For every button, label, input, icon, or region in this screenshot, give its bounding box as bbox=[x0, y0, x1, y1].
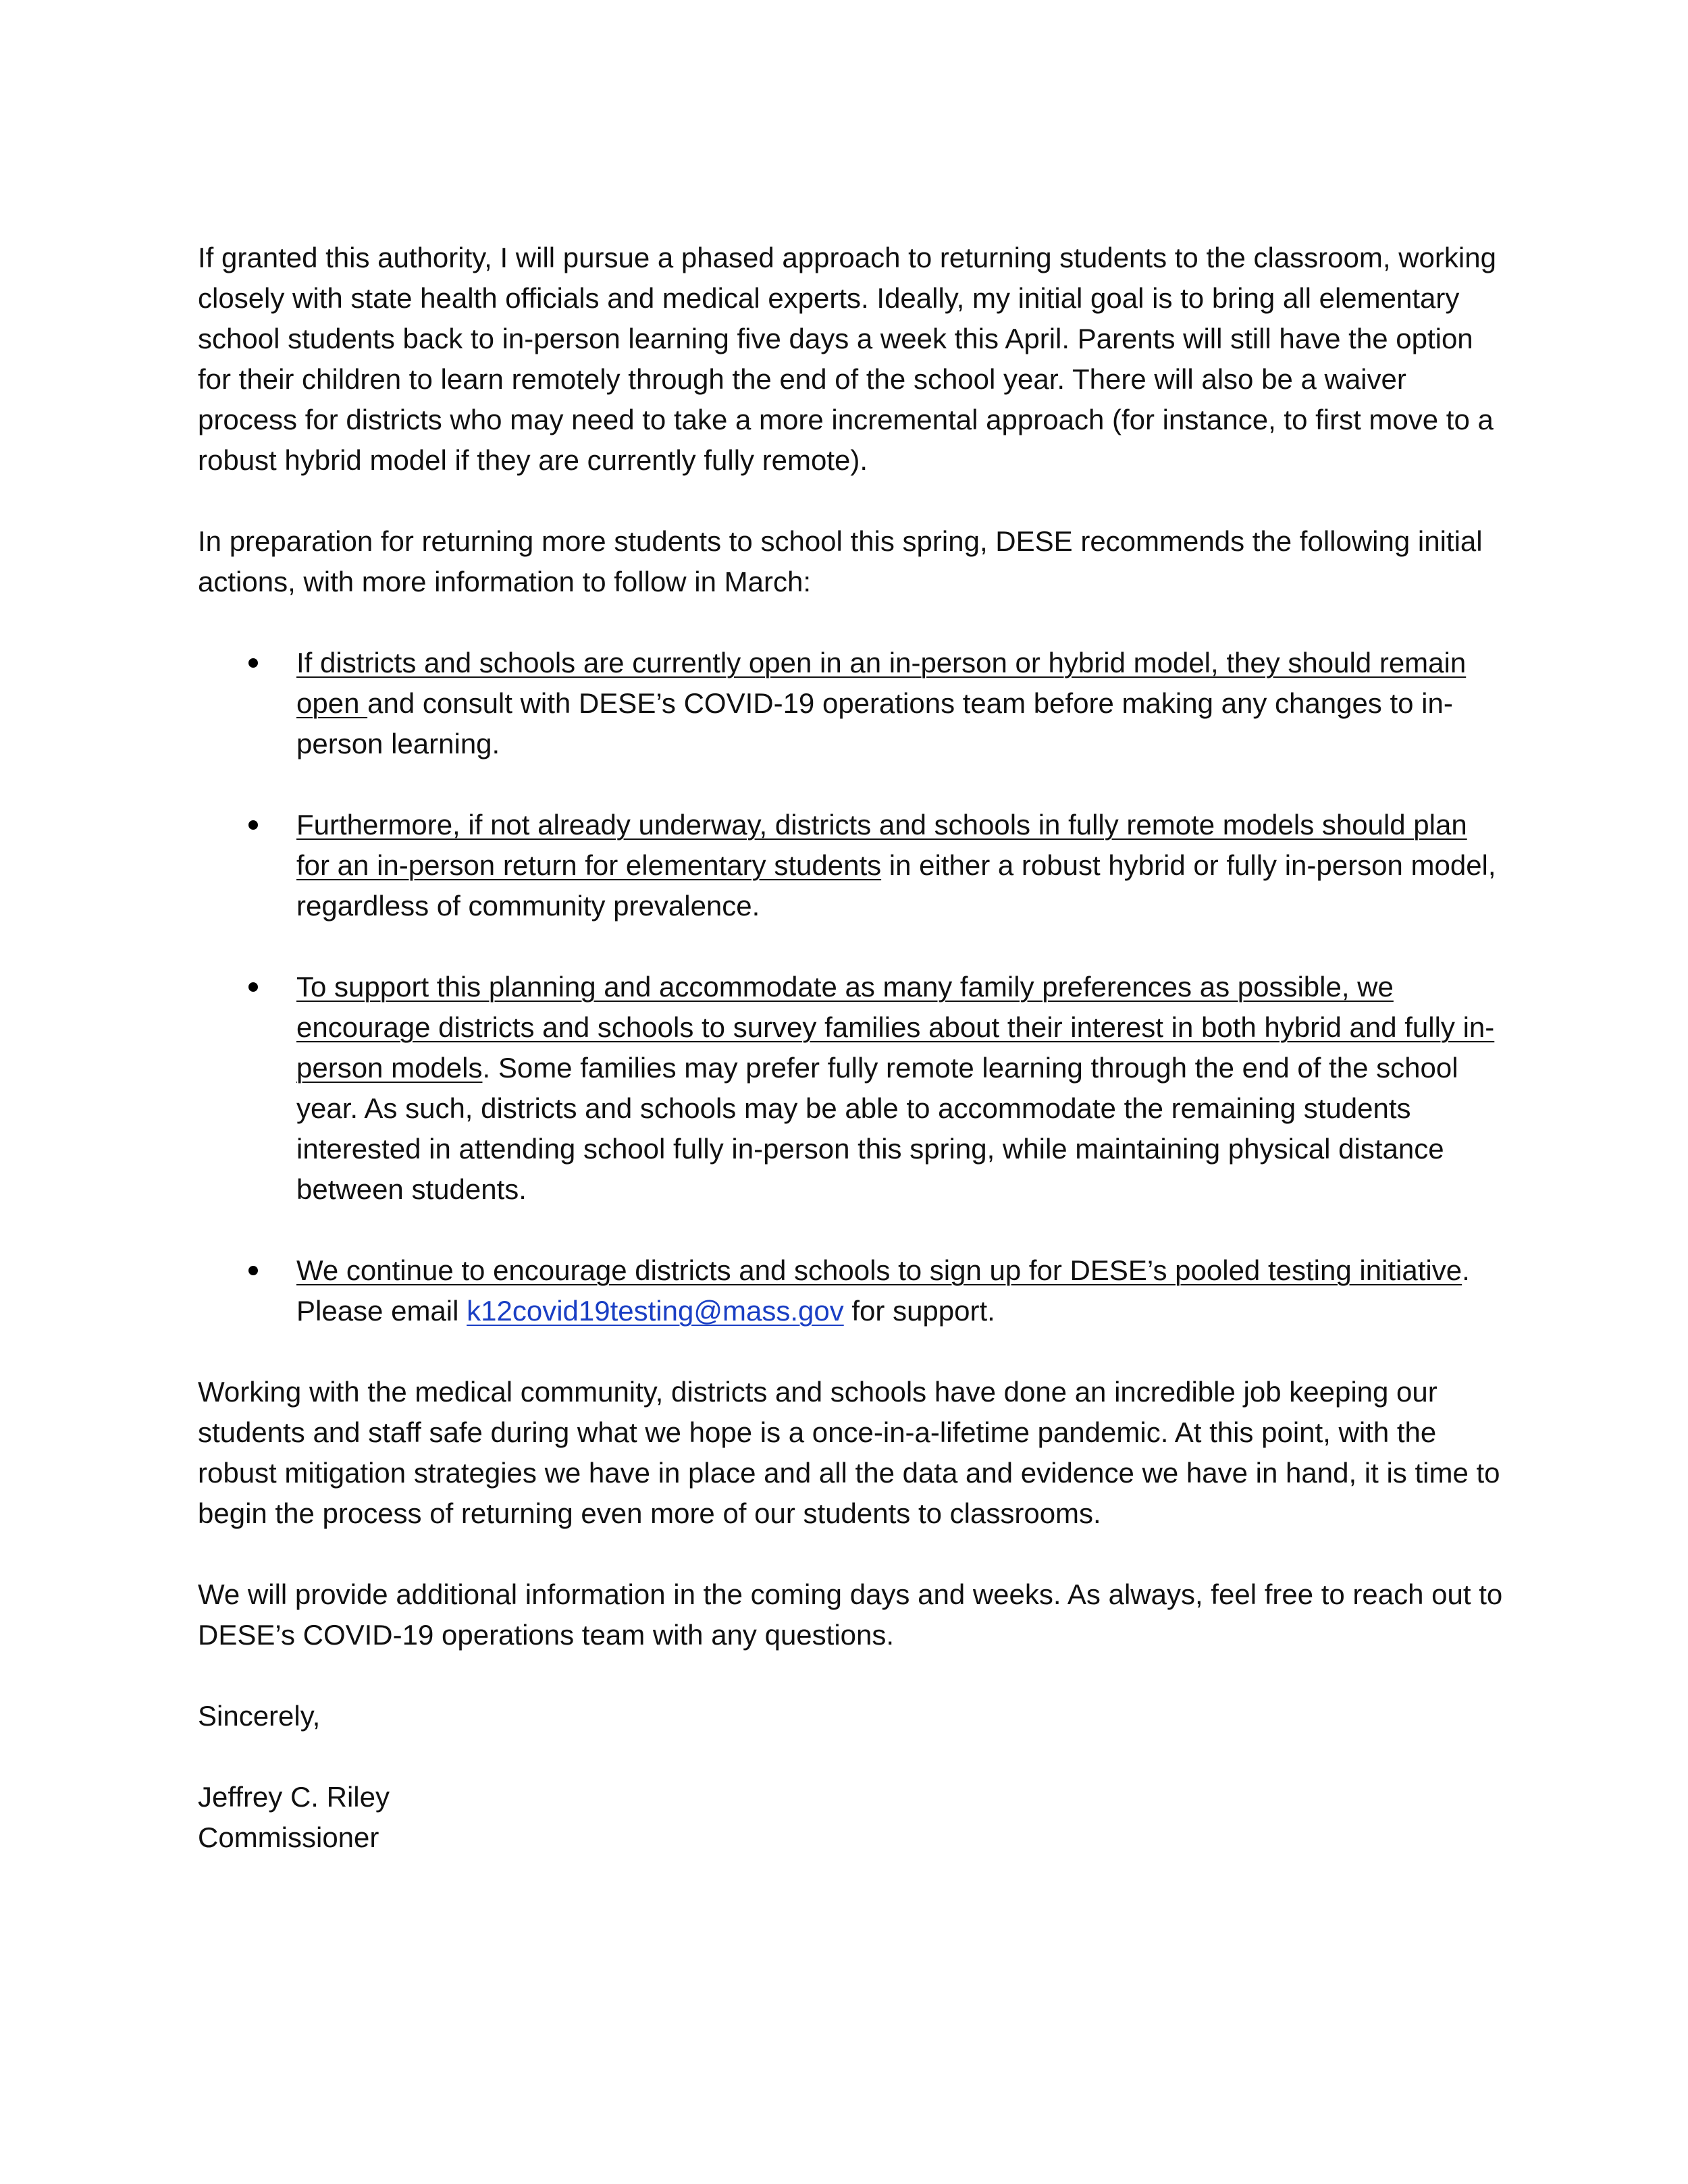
paragraph-preparation: In preparation for returning more students to school this spring, DESE recommends the following initial actions, with more information to follow in March: bbox=[198, 525, 1483, 597]
bullet-2-underlined-text: Furthermore, if not already underway, districts and schools in fully remote models should plan for an in-person return for elementary students bbox=[296, 809, 1467, 881]
bullet-4-text-before-link: . Please email bbox=[296, 1254, 1470, 1327]
testing-email-link[interactable]: k12covid19testing@mass.gov bbox=[467, 1295, 844, 1327]
bullet-icon bbox=[248, 820, 258, 830]
bullet-icon bbox=[248, 658, 258, 668]
bullet-3-underlined-text: To support this planning and accommodate as many family preferences as possible, we encourage districts and schools to survey families about their interest in both hybrid and fully in-person models bbox=[296, 971, 1495, 1084]
list-item bbox=[198, 967, 1504, 1210]
bullet-1-underlined-text: If districts and schools are currently open in an in-person or hybrid model, they should remain open bbox=[296, 647, 1467, 719]
bullet-4-text-after-link: for support. bbox=[843, 1295, 995, 1327]
closing-salutation: Sincerely, bbox=[198, 1700, 321, 1732]
signature-block bbox=[198, 1777, 1504, 1858]
bullet-icon bbox=[248, 1266, 258, 1275]
list-item bbox=[198, 805, 1504, 926]
bullet-3-text: . Some families may prefer fully remote learning through the end of the school year. As such, districts and schools may be able to accommodate the remaining students interested in attending school fully in-person this spring, while maintaining physical distance between students. bbox=[296, 1052, 1458, 1205]
recommendations-list bbox=[198, 643, 1504, 1331]
paragraph-phased-approach: If granted this authority, I will pursue a phased approach to returning students to the classroom, working closely with state health officials and medical experts. Ideally, my initial goal is to bring all elementary school students back to in-person learning five days a week this April. Parents will still have the option for their children to learn remotely through the end of the school year. There will also be a waiver process for districts who may need to take a more incremental approach (for instance, to first move to a robust hybrid model if they are currently fully remote). bbox=[198, 242, 1496, 476]
bullet-2-text: in either a robust hybrid or fully in-person model, regardless of community prevalence. bbox=[296, 849, 1496, 922]
bullet-1-text: and consult with DESE’s COVID-19 operations team before making any changes to in-person learning. bbox=[296, 687, 1453, 760]
paragraph-additional-info: We will provide additional information in the coming days and weeks. As always, feel free to reach out to DESE’s COVID-19 operations team with any questions. bbox=[198, 1578, 1503, 1651]
list-item bbox=[198, 1250, 1504, 1331]
signer-name: Jeffrey C. Riley bbox=[198, 1781, 390, 1813]
list-item bbox=[198, 643, 1504, 764]
bullet-icon bbox=[248, 982, 258, 992]
letter-body bbox=[198, 238, 1504, 1858]
bullet-4-underlined-text: We continue to encourage districts and schools to sign up for DESE’s pooled testing initiative bbox=[296, 1254, 1462, 1286]
signer-title: Commissioner bbox=[198, 1821, 379, 1853]
paragraph-medical-community: Working with the medical community, districts and schools have done an incredible job keeping our students and staff safe during what we hope is a once-in-a-lifetime pandemic. At this point, with the robust mitigation strategies we have in place and all the data and evidence we have in hand, it is time to begin the process of returning even more of our students to classrooms. bbox=[198, 1376, 1500, 1529]
